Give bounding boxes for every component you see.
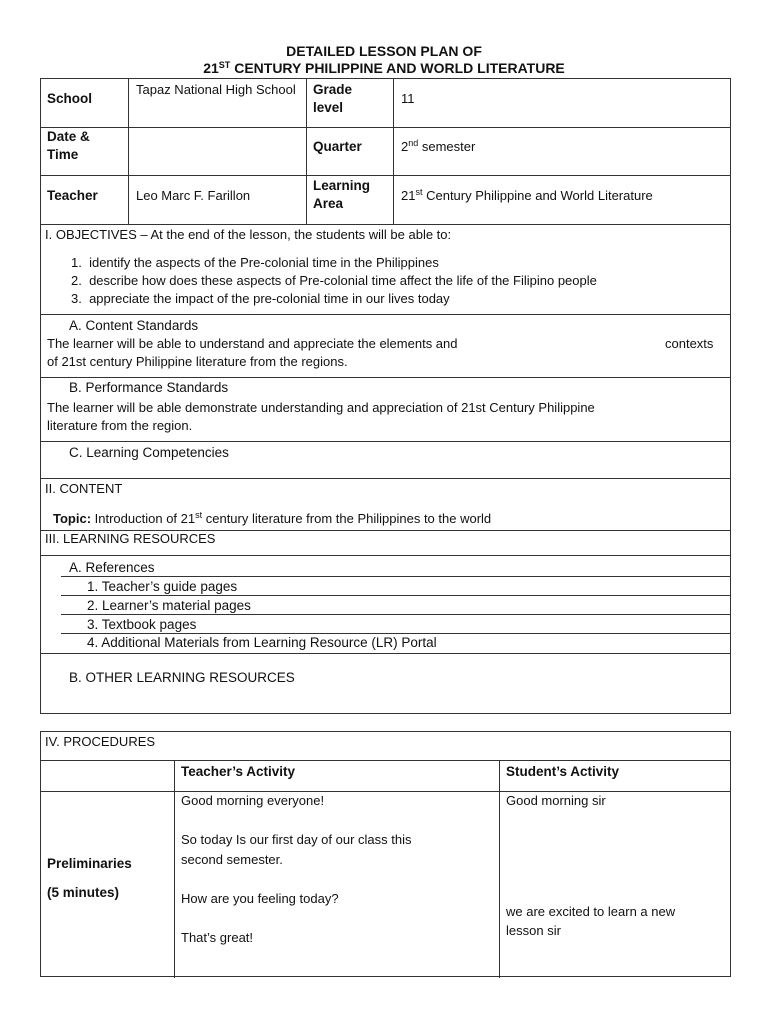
content-standards-text-1b: contexts: [665, 336, 714, 351]
title-ordinal-suffix: ST: [218, 60, 231, 70]
school-label: School: [47, 91, 93, 106]
teacher-activity-line: That’s great!: [181, 930, 254, 945]
teacher-value: Leo Marc F. Farillon: [136, 188, 251, 203]
reference-item: 2. Learner’s material pages: [87, 598, 251, 613]
quarter-number: 2: [401, 139, 409, 154]
content-heading: II. CONTENT: [45, 481, 123, 496]
objective-item: 3. appreciate the impact of the pre-colonial time in our lives today: [71, 291, 450, 306]
quarter-label: Quarter: [313, 139, 362, 154]
preliminaries-time: (5 minutes): [47, 885, 120, 900]
quarter-text: semester: [418, 139, 476, 154]
learning-area-value: [401, 187, 653, 205]
title-ordinal: 21: [203, 60, 219, 76]
objective-item: 2. describe how does these aspects of Pre-colonial time affect the life of the Filipino people: [71, 273, 597, 288]
reference-item: 4. Additional Materials from Learning Resource (LR) Portal: [87, 635, 437, 650]
content-standards-text-2: of 21st century Philippine literature from the regions.: [47, 354, 348, 369]
teacher-activity-line: second semester.: [181, 852, 283, 867]
teacher-activity-line: So today Is our first day of our class this: [181, 832, 412, 847]
area-text: Century Philippine and World Literature: [422, 188, 653, 203]
area-ordinal: 21: [401, 188, 416, 203]
objective-text: appreciate the impact of the pre-colonial time in our lives today: [89, 291, 450, 306]
student-activity-line: we are excited to learn a new: [506, 904, 676, 919]
objective-text: identify the aspects of the Pre-colonial time in the Philippines: [89, 255, 439, 270]
reference-item: 1. Teacher’s guide pages: [87, 579, 238, 594]
objective-text: describe how does these aspects of Pre-colonial time affect the life of the Filipino people: [89, 273, 597, 288]
teacher-activity-header: Teacher’s Activity: [181, 764, 296, 779]
objectives-heading: I. OBJECTIVES: [45, 227, 137, 242]
grade-value: 11: [401, 91, 415, 106]
performance-standards-text-2: literature from the region.: [47, 418, 193, 433]
student-activity-header: Student’s Activity: [506, 764, 620, 779]
topic-label: Topic:: [53, 511, 92, 526]
teacher-label: Teacher: [47, 188, 98, 203]
objectives-intro: – At the end of the lesson, the students will be able to:: [136, 227, 452, 242]
learning-resources-heading: III. LEARNING RESOURCES: [45, 531, 216, 546]
performance-standards-heading: B. Performance Standards: [69, 380, 229, 395]
other-learning-resources-heading: B. OTHER LEARNING RESOURCES: [69, 670, 295, 685]
procedures-heading: IV. PROCEDURES: [45, 734, 156, 749]
quarter-value: [401, 138, 475, 156]
topic-text-pre: Introduction of 21: [91, 511, 196, 526]
student-activity-line: Good morning sir: [506, 793, 606, 808]
student-activity-line: lesson sir: [506, 923, 561, 938]
title-line-1: DETAILED LESSON PLAN OF: [286, 43, 482, 59]
lesson-plan-table: [40, 78, 731, 714]
learning-competencies-heading: C. Learning Competencies: [69, 445, 229, 460]
topic-line: [53, 510, 491, 528]
preliminaries-label: Preliminaries: [47, 856, 132, 871]
teacher-activity-line: How are you feeling today?: [181, 891, 339, 906]
topic-ordinal-suffix: st: [195, 510, 203, 520]
lesson-plan-subtitle: [0, 60, 768, 76]
area-ordinal-suffix: st: [415, 187, 423, 197]
school-value: Tapaz National High School: [136, 82, 296, 97]
performance-standards-text-1: The learner will be able demonstrate understanding and appreciation of 21st Century Philippine: [47, 400, 595, 415]
date-time-label: Date & Time: [47, 129, 90, 162]
reference-item: 3. Textbook pages: [87, 617, 197, 632]
quarter-suffix: nd: [408, 138, 419, 148]
title-line-2: CENTURY PHILIPPINE AND WORLD LITERATURE: [230, 60, 565, 76]
objectives-section: [45, 226, 451, 244]
topic-text-post: century literature from the Philippines to the world: [202, 511, 492, 526]
content-standards-heading: A. Content Standards: [69, 318, 199, 333]
references-heading: A. References: [69, 560, 155, 575]
objective-item: 1. identify the aspects of the Pre-colonial time in the Philippines: [71, 255, 439, 270]
procedures-table: [40, 731, 731, 977]
teacher-activity-line: Good morning everyone!: [181, 793, 325, 808]
grade-label: Grade level: [313, 82, 353, 115]
content-standards-text-1a: The learner will be able to understand and appreciate the elements and: [47, 336, 458, 351]
learning-area-label: Learning Area: [313, 178, 371, 211]
lesson-plan-title: [0, 43, 768, 59]
